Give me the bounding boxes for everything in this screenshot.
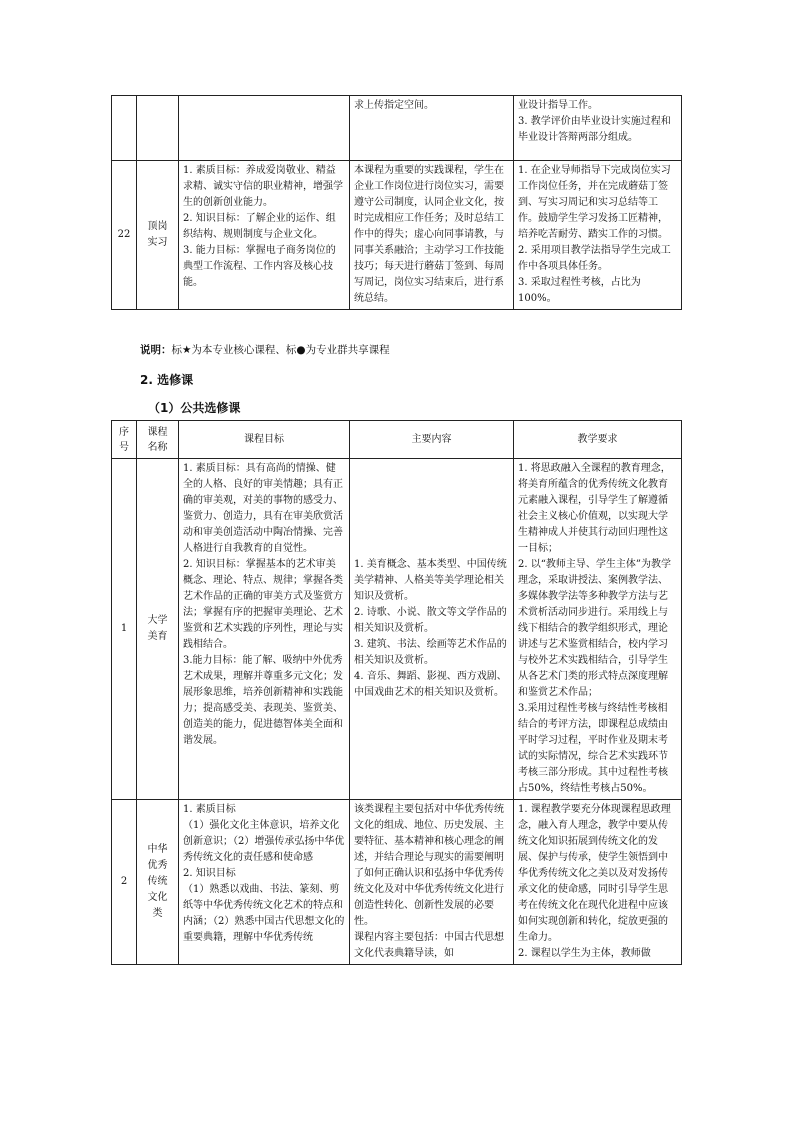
header-number: 序 号 [112, 421, 137, 459]
subsection-title: （1）公共选修课 [148, 401, 241, 415]
course-goal [179, 96, 350, 161]
course-name: 顶岗 实习 [137, 161, 179, 310]
table-row [112, 96, 682, 161]
note-label: 说明： [140, 344, 172, 356]
course-name: 中华 优秀 传统 文化 类 [137, 800, 179, 965]
header-requirement: 教学要求 [514, 421, 682, 459]
header-goal: 课程目标 [179, 421, 350, 459]
note-text: 标★为本专业核心课程、标●为专业群共享课程 [171, 344, 390, 356]
course-requirement: 业设计指导工作。 3. 教学评价由毕业设计实施过程和毕业设计答辩两部分组成。 [514, 96, 682, 161]
section-title: 2. 选修课 [140, 373, 194, 387]
course-number: 2 [112, 800, 137, 965]
course-name: 大学 美育 [137, 459, 179, 800]
course-goal: 1. 素质目标 （1）强化文化主体意识，培养文化创新意识；（2）增强传承弘扬中华优秀传统文化的责任感和使命感 2. 知识目标 （1）熟悉以戏曲、书法、篆刻、剪纸等中华优秀传统文化艺术的特点和内涵；（2）熟悉中国古代思想文化的重要典籍，理解中华优秀传统 [179, 800, 350, 965]
course-content: 求上传指定空间。 [350, 96, 514, 161]
table-row [112, 800, 682, 965]
course-number [112, 96, 137, 161]
course-goal: 1. 素质目标：养成爱岗敬业、精益求精、诚实守信的职业精神，增强学生的创新创业能力。 2. 知识目标：了解企业的运作、组织结构、规则制度与企业文化。 3. 能力目标：掌握电子商务岗位的典型工作流程、工作内容及核心技能。 [179, 161, 350, 310]
core-course-table-continued [111, 95, 682, 310]
course-requirement: 1. 在企业导师指导下完成岗位实习工作岗位任务，并在完成蘑菇丁签到、写实习周记和实习总结等工作。鼓励学生学习发扬工匠精神，培养吃苦耐劳、踏实工作的习惯。 2. 采用项目教学法指导学生完成工作中各项具体任务。 3. 采取过程性考核，占比为100%。 [514, 161, 682, 310]
table-header-row [112, 421, 682, 459]
course-content: 本课程为重要的实践课程，学生在企业工作岗位进行岗位实习，需要遵守公司制度，认同企业文化，按时完成相应工作任务；及时总结工作中的得失；虚心向同事请教，与同事关系融洽；主动学习工作技能技巧；每天进行蘑菇丁签到、每周写周记，岗位实习结束后，进行系统总结。 [350, 161, 514, 310]
course-requirement: 1. 将思政融入全课程的教育理念，将美育所蕴含的优秀传统文化教育元素融入课程，引导学生了解遵循社会主义核心价值观，以实现大学生精神成人并使其行动回归理性这一目标； 2. 以“教师主导、学生主体”为教学理念，采取讲授法、案例教学法、多媒体教学法等多种教学方法与艺术赏析活动同步进行。采用线上与线下相结合的教学组织形式，理论讲述与艺术鉴赏相结合，校内学习与校外艺术实践相结合，引导学生从各艺术门类的形式特点深度理解和鉴赏艺术作品； 3.采用过程性考核与终结性考核相结合的考评方法，即课程总成绩由平时学习过程，平时作业及期末考试的实际情况，综合艺术实践环节考核三部分形成。其中过程性考核占50%，终结性考核占50%。 [514, 459, 682, 800]
public-elective-table [111, 420, 682, 965]
course-content: 1. 美育概念、基本类型、中国传统美学精神、人格美等美学理论相关知识及赏析。 2. 诗歌、小说、散文等文学作品的相关知识及赏析。 3. 建筑、书法、绘画等艺术作品的相关知识及赏析。 4. 音乐、舞蹈、影视、西方戏剧、中国戏曲艺术的相关知识及赏析。 [350, 459, 514, 800]
header-name: 课程 名称 [137, 421, 179, 459]
header-content: 主要内容 [350, 421, 514, 459]
course-number: 22 [112, 161, 137, 310]
course-number: 1 [112, 459, 137, 800]
course-requirement: 1. 课程教学要充分体现课程思政理念，融入育人理念，教学中要从传统文化知识拓展到传统文化的发展、保护与传承，使学生领悟到中华优秀传统文化之美以及对发扬传承文化的使命感，同时引导学生思考在传统文化在现代化进程中应该如何实现创新和转化，绽放更强的生命力。 2. 课程以学生为主体，教师做 [514, 800, 682, 965]
table-note [140, 342, 390, 357]
course-goal: 1. 素质目标：具有高尚的情操、健全的人格、良好的审美情趣；具有正确的审美观，对美的事物的感受力、鉴赏力、创造力，具有在审美欣赏活动和审美创造活动中陶冶情操、完善人格进行自我教育的自觉性。 2. 知识目标：掌握基本的艺术审美概念、理论、特点、规律；掌握各类艺术作品的正确的审美方式及鉴赏方法；掌握有序的把握审美理论、艺术鉴赏和艺术实践的序列性，理论与实践相结合。 3.能力目标：能了解、吸纳中外优秀艺术成果，理解并尊重多元文化；发展形象思维，培养创新精神和实践能力；提高感受美、表现美、鉴赏美、创造美的能力，促进德智体美全面和谐发展。 [179, 459, 350, 800]
course-name [137, 96, 179, 161]
table-row [112, 459, 682, 800]
table-row [112, 161, 682, 310]
course-content: 该类课程主要包括对中华优秀传统文化的组成、地位、历史发展、主要特征、基本精神和核心理念的阐述，并结合理论与现实的需要阐明了如何正确认识和弘扬中华优秀传统文化及对中华优秀传统文化进行创造性转化、创新性发展的必要性。 课程内容主要包括：中国古代思想文化代表典籍导读，如 [350, 800, 514, 965]
